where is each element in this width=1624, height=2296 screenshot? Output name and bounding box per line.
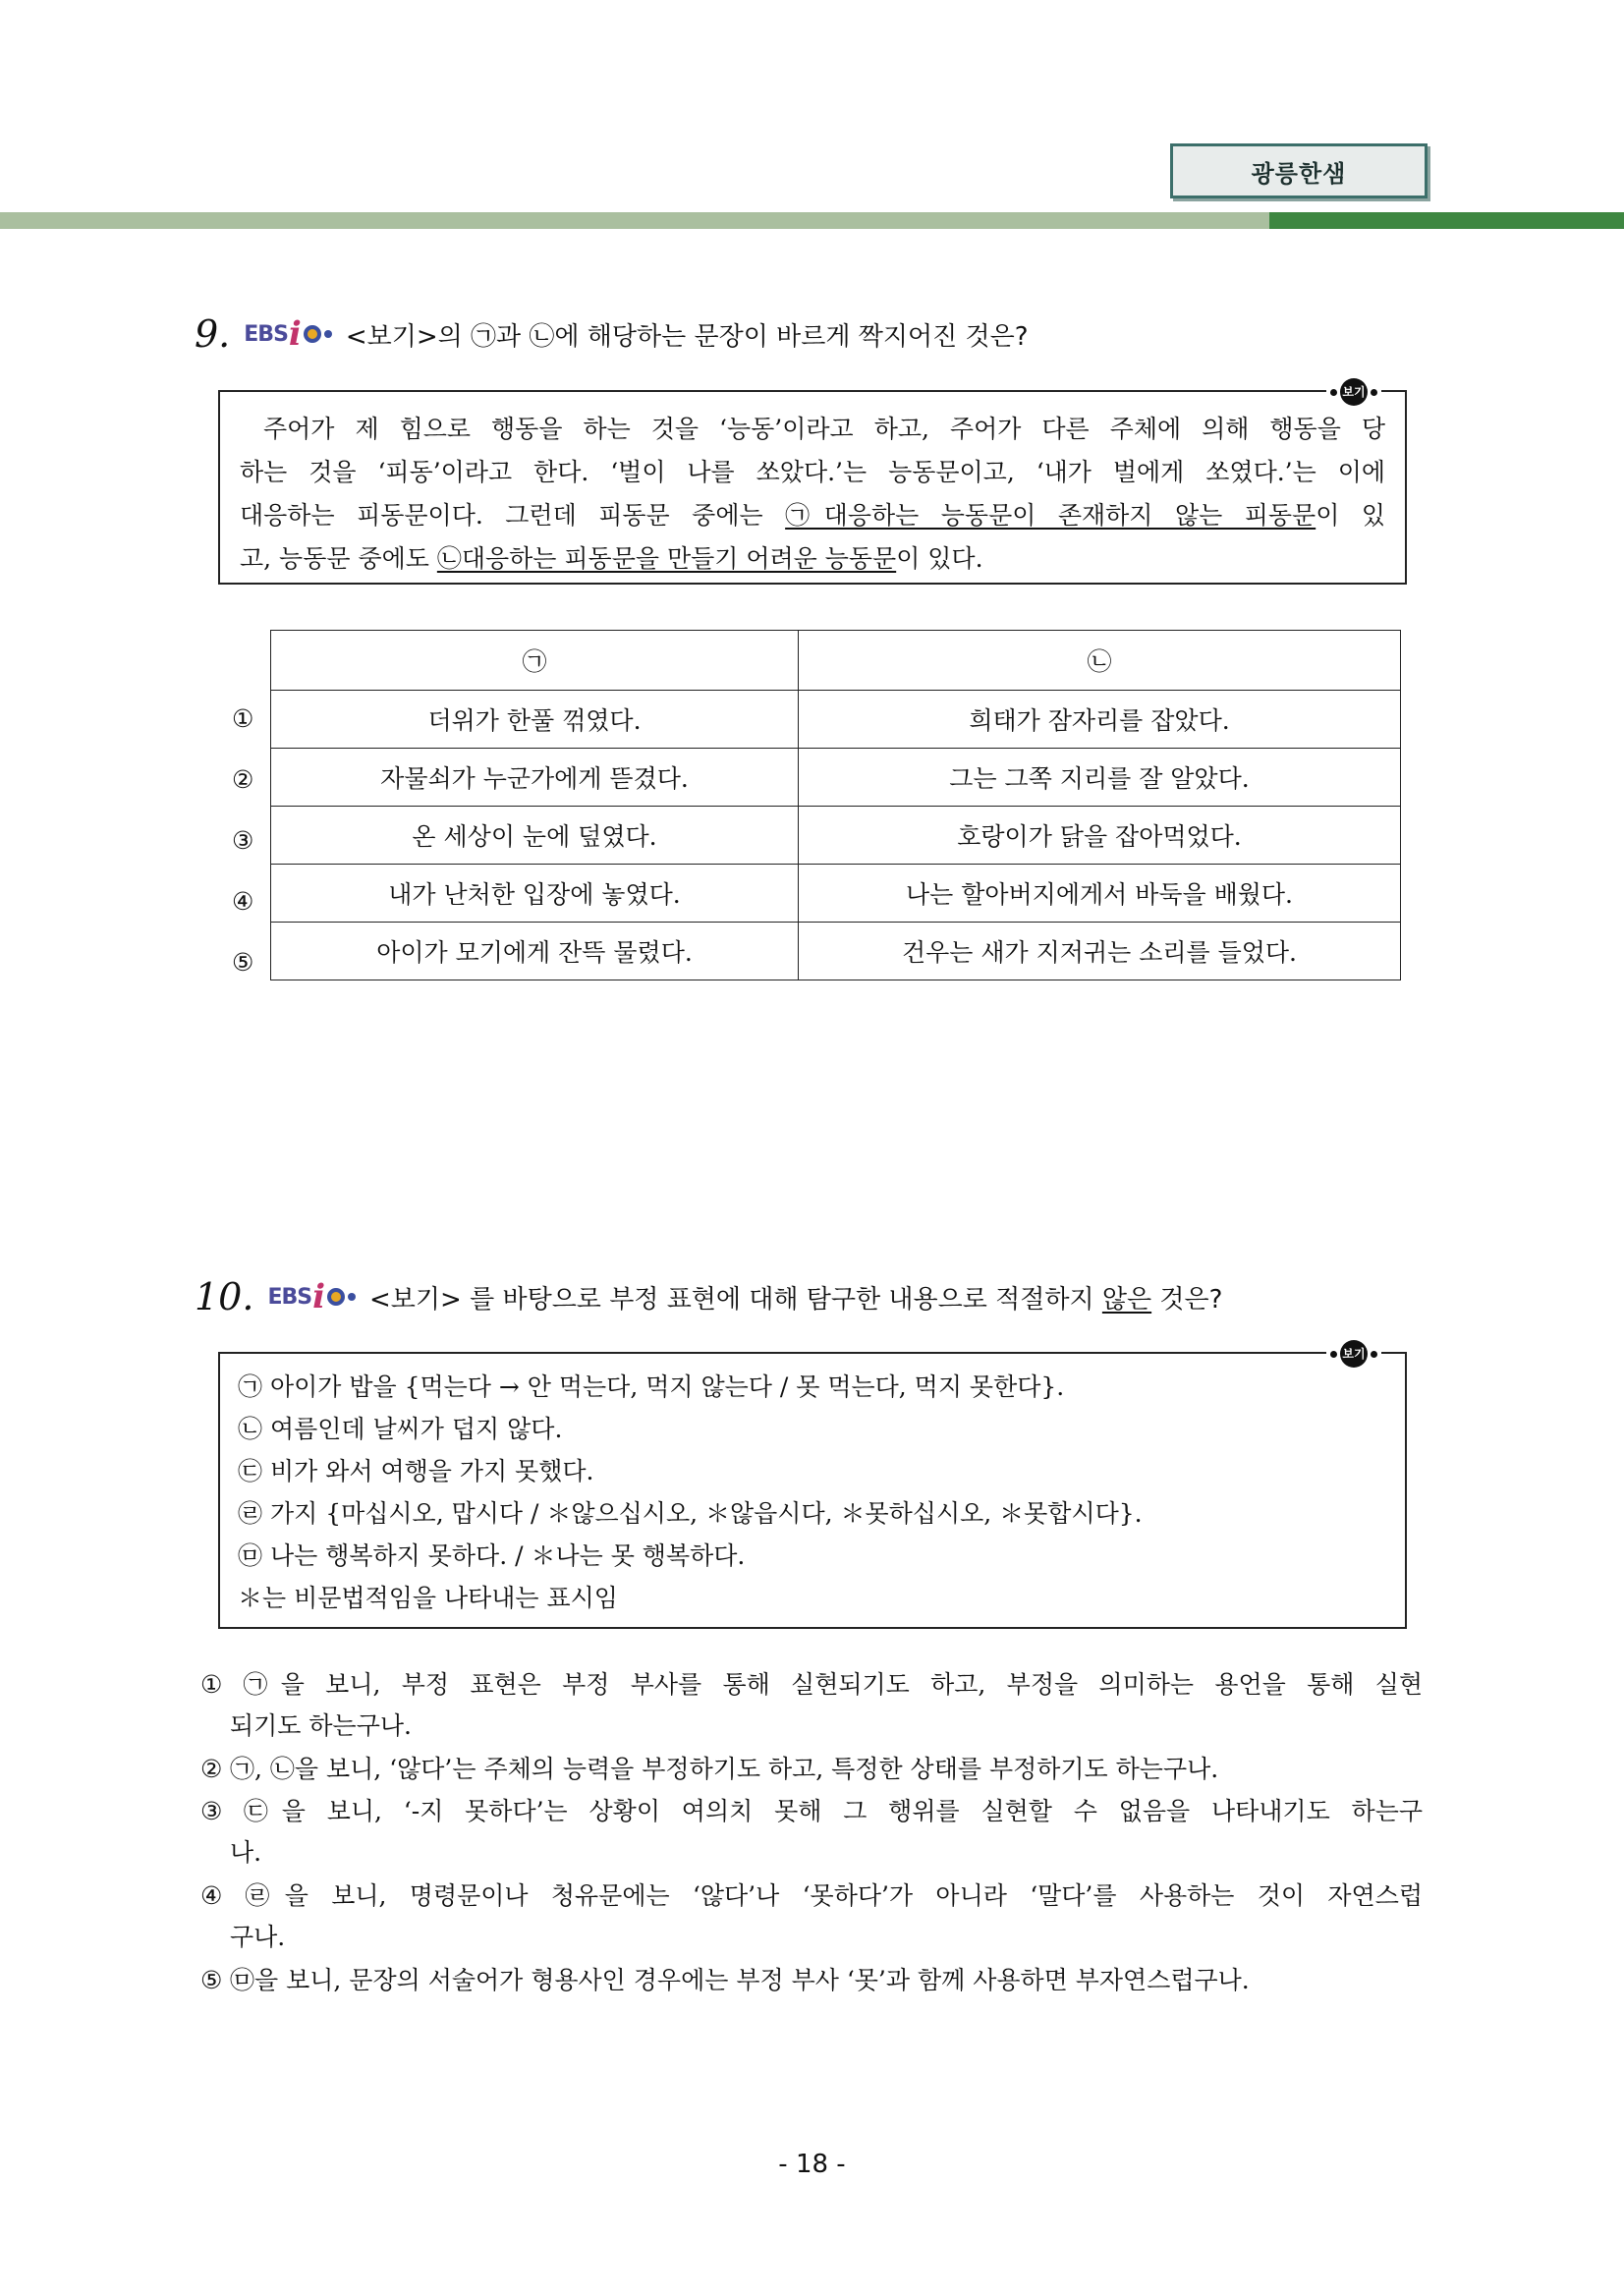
option-text: ㉠을 보니, 부정 표현은 부정 부사를 통해 실현되기도 하고, 부정을 의미하는 용언을 통해 실현 (230, 1670, 1423, 1699)
table-header-b: ㉡ (799, 631, 1401, 691)
option-number: ⑤ (200, 1966, 223, 1994)
q10-bogi-line: ㉤ 나는 행복하지 못하다. / ＊나는 못 행복하다. (238, 1541, 746, 1570)
table-cell-a: 아이가 모기에게 잔뜩 물렸다. (271, 923, 799, 980)
table-cell-b: 희태가 잠자리를 잡았다. (799, 691, 1401, 749)
q9-bogi-line-3a: 대응하는 피동문이다. 그런데 피동문 중에는 (240, 501, 786, 530)
choice-number-2[interactable]: ② (232, 765, 254, 794)
q10-number: 10. (195, 1275, 254, 1318)
table-cell-a: 더위가 한풀 꺾였다. (271, 691, 799, 749)
choice-number-4[interactable]: ④ (232, 887, 254, 916)
q9-title (195, 312, 1029, 356)
q9-bogi-line-4c: 이 있다. (896, 544, 983, 573)
table-header-row (271, 631, 1401, 691)
header-bar-light (0, 212, 1269, 229)
table-cell-a: 자물쇠가 누군가에게 뜯겼다. (271, 749, 799, 807)
option-text: ㉢을 보니, ‘-지 못하다’는 상황이 여의치 못해 그 행위를 실현할 수 없음을 나타내기도 하는구 (230, 1797, 1423, 1825)
table-row[interactable] (271, 807, 1401, 865)
choice-number-3[interactable]: ③ (232, 826, 254, 855)
q10-prompt-c: 것은? (1151, 1284, 1223, 1315)
option-number: ① (200, 1670, 223, 1699)
option-text-cont: 되기도 하는구나. (230, 1711, 412, 1740)
q10-prompt (369, 1279, 1222, 1316)
header-bar-dark (1269, 212, 1624, 229)
q10-bogi-line: ㉣ 가지 {마십시오, 맙시다 / ＊않으십시오, ＊않읍시다, ＊못하십시오, ＊못합시다}. (238, 1499, 1143, 1528)
ebs-logo-text: EBS (267, 1284, 312, 1310)
q10-option-1[interactable] (200, 1664, 1423, 1747)
q9-bogi-line-4 (240, 537, 1385, 581)
q10-prompt-a: <보기> 를 바탕으로 부정 표현에 대해 탐구한 내용으로 적절하지 (369, 1284, 1102, 1315)
q10-bogi-note: ＊는 비문법적임을 나타내는 표시임 (238, 1584, 618, 1612)
table-cell-b: 건우는 새가 지저귀는 소리를 들었다. (799, 923, 1401, 980)
table-row[interactable] (271, 749, 1401, 807)
brand-box (1170, 143, 1428, 198)
q9-number: 9. (195, 312, 231, 356)
q10-title (195, 1275, 1222, 1318)
q9-bogi-line-1: 주어가 제 힘으로 행동을 하는 것을 ‘능동’이라고 하고, 주어가 다른 주체에 의해 행동을 당 (263, 415, 1385, 443)
table-row[interactable] (271, 923, 1401, 980)
q9-bogi-underline-a: ㉠대응하는 능동문이 존재하지 않는 피동문 (785, 501, 1316, 530)
ebs-logo-icon (244, 314, 332, 354)
table-cell-b: 호랑이가 닭을 잡아먹었다. (799, 807, 1401, 865)
bogi-tag-label: 보기 (1340, 378, 1368, 406)
q9-bogi-line-3c: 이 있 (1316, 501, 1385, 530)
table-row[interactable] (271, 865, 1401, 923)
q10-bogi-line: ㉢ 비가 와서 여행을 가지 못했다. (238, 1457, 594, 1485)
table-cell-a: 온 세상이 눈에 덮였다. (271, 807, 799, 865)
q9-bogi-line-3 (240, 494, 1385, 537)
option-text: ㉠, ㉡을 보니, ‘않다’는 주체의 능력을 부정하기도 하고, 특정한 상태를 부정하기도 하는구나. (230, 1755, 1219, 1783)
brand-label: 광릉한샘 (1251, 159, 1347, 188)
q10-option-3[interactable] (200, 1791, 1423, 1874)
bogi-tag-icon (1326, 1340, 1381, 1368)
q10-bogi-line: ㉡ 여름인데 날씨가 덥지 않다. (238, 1415, 563, 1443)
q9-bogi-line-4a: 고, 능동문 중에도 (240, 544, 437, 573)
table-cell-a: 내가 난처한 입장에 놓였다. (271, 865, 799, 923)
q10-bogi-line: ㉠ 아이가 밥을 {먹는다 → 안 먹는다, 먹지 않는다 / 못 먹는다, 먹지 못한다}. (238, 1372, 1065, 1401)
ebs-logo-icon (267, 1277, 356, 1316)
table-cell-b: 그는 그쪽 지리를 잘 알았다. (799, 749, 1401, 807)
q9-prompt: <보기>의 ㉠과 ㉡에 해당하는 문장이 바르게 짝지어진 것은? (345, 321, 1029, 352)
option-number: ② (200, 1755, 223, 1783)
option-number: ④ (200, 1881, 223, 1910)
page-number: - 18 - (778, 2150, 846, 2179)
bogi-tag-icon (1326, 378, 1381, 406)
choice-number-5[interactable]: ⑤ (232, 948, 254, 977)
q10-option-2[interactable] (200, 1749, 1423, 1790)
q10-option-4[interactable] (200, 1876, 1423, 1958)
option-text-cont: 구나. (230, 1923, 286, 1951)
table-row[interactable] (271, 691, 1401, 749)
ebs-logo-text: EBS (244, 321, 288, 347)
q9-bogi-box (218, 385, 1407, 585)
q10-option-5[interactable] (200, 1960, 1423, 2001)
ebs-logo-i: i (312, 1277, 326, 1316)
q9-bogi-line-2: 하는 것을 ‘피동’이라고 한다. ‘벌이 나를 쏘았다.’는 능동문이고, ‘내가 벌에게 쏘였다.’는 이에 (240, 458, 1385, 486)
option-text: ㉣을 보니, 명령문이나 청유문에는 ‘않다’나 ‘못하다’가 아니라 ‘말다’를 사용하는 것이 자연스럽 (230, 1881, 1423, 1910)
table-cell-b: 나는 할아버지에게서 바둑을 배웠다. (799, 865, 1401, 923)
bogi-tag-label: 보기 (1340, 1340, 1368, 1368)
option-number: ③ (200, 1797, 223, 1825)
q9-bogi-underline-b: ㉡대응하는 피동문을 만들기 어려운 능동문 (436, 544, 897, 573)
choice-number-1[interactable]: ① (232, 704, 254, 733)
option-text: ㉤을 보니, 문장의 서술어가 형용사인 경우에는 부정 부사 ‘못’과 함께 사용하면 부자연스럽구나. (230, 1966, 1250, 1994)
option-text-cont: 나. (230, 1838, 262, 1867)
table-header-a: ㉠ (271, 631, 799, 691)
q10-prompt-underline: 않은 (1101, 1284, 1152, 1315)
ebs-logo-i: i (288, 314, 302, 354)
q10-bogi-box (218, 1346, 1407, 1629)
q9-choice-table (270, 630, 1401, 980)
